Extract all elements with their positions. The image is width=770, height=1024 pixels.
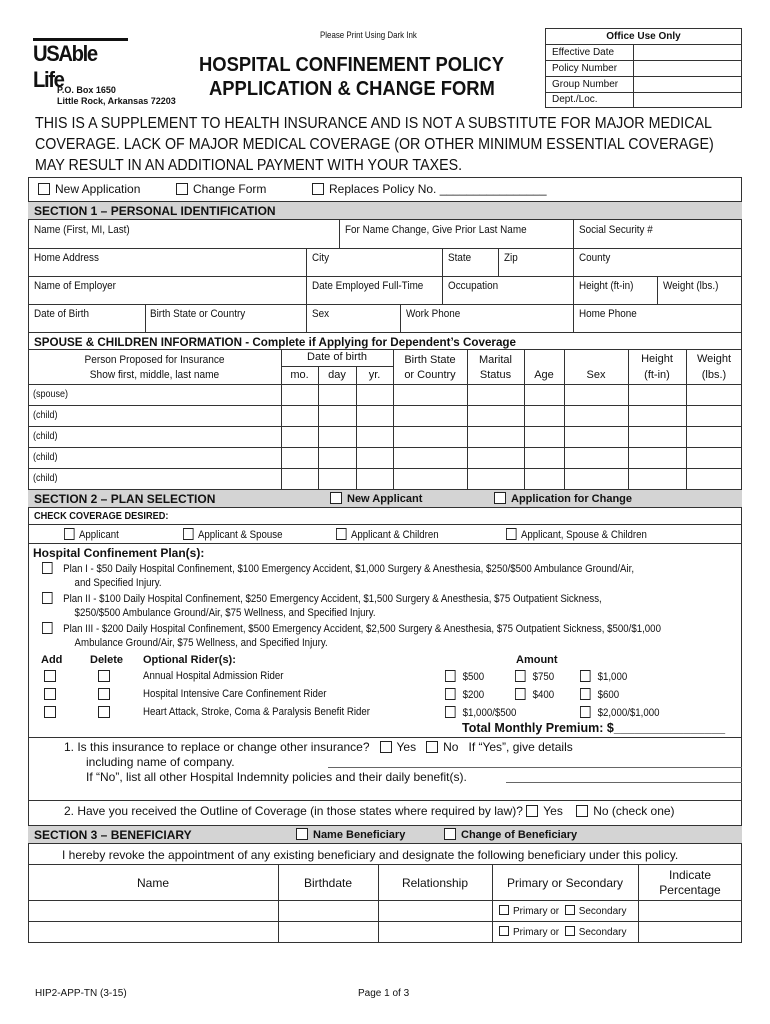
checkbox[interactable] [445, 670, 456, 682]
city-field[interactable]: City [312, 252, 330, 264]
ben-primsec-header: Primary or Secondary [506, 876, 624, 890]
home-phone-field[interactable]: Home Phone [579, 308, 637, 320]
amount-header: Amount [516, 654, 558, 666]
question-1: 1. Is this insurance to replace or change other insurance? Yes No If “Yes”, give details including name of company. If “No”, list all other Hospital Indemnity policies and their daily benefit(s). [64, 740, 573, 784]
name-field[interactable]: Name (First, MI, Last) [34, 224, 130, 236]
plan-3-option[interactable]: Plan III - $200 Daily Hospital Confinement, $500 Emergency Accident, $2,500 Surgery & Anesthesia, $75 Outpatient Sickness, $500/$1,000 Ambulance Ground/Air, $75 Wellness, and Specified Injury. [42, 622, 661, 650]
rider-name: Annual Hospital Admission Rider [143, 670, 284, 682]
checkbox[interactable] [42, 562, 53, 574]
disclaimer-line: COVERAGE. LACK OF MAJOR MEDICAL COVERAGE (OR OTHER MINIMUM ESSENTIAL COVERAGE) [35, 136, 714, 153]
checkbox[interactable] [580, 688, 591, 700]
checkbox[interactable] [515, 688, 526, 700]
q2-no-checkbox[interactable] [576, 805, 588, 817]
form-code: HIP2-APP-TN (3-15) [35, 988, 127, 999]
coverage-applicant-children[interactable]: Applicant & Children [336, 528, 439, 541]
revoke-statement: I hereby revoke the appointment of any existing beneficiary and designate the following beneficiary under this policy. [62, 848, 679, 862]
checkbox[interactable] [506, 528, 517, 540]
plan-1-option[interactable]: Plan I - $50 Daily Hospital Confinement, $100 Emergency Accident, $1,000 Surgery & Anesthesia, $250/$500 Ambulance Ground/Air, and Specified Injury. [42, 562, 634, 590]
work-phone-field[interactable]: Work Phone [406, 308, 461, 320]
checkbox[interactable] [515, 670, 526, 682]
plans-title: Hospital Confinement Plan(s): [33, 546, 205, 560]
coverage-family[interactable]: Applicant, Spouse & Children [506, 528, 647, 541]
rider-delete-checkbox[interactable] [98, 706, 110, 718]
policy-number-label: Policy Number [546, 61, 634, 76]
office-use-box [545, 28, 742, 108]
primary-checkbox[interactable] [499, 905, 509, 915]
height-header: Height (ft-in) [641, 353, 673, 381]
home-address-field[interactable]: Home Address [34, 252, 99, 264]
dependent-row[interactable]: (child) [33, 473, 58, 484]
question-2: 2. Have you received the Outline of Coverage (in those states where required by law)? Yes No (check one) [64, 804, 675, 818]
delete-header: Delete [90, 654, 124, 666]
dependent-row[interactable]: (child) [33, 410, 58, 421]
group-number-label: Group Number [546, 77, 634, 92]
dob-header: Date of birth [307, 351, 367, 363]
checkbox[interactable] [445, 688, 456, 700]
rider-name: Heart Attack, Stroke, Coma & Paralysis Benefit Rider [143, 706, 371, 718]
rider-amount-option[interactable]: $600 [580, 688, 619, 701]
dependent-row[interactable]: (child) [33, 452, 58, 463]
zip-field[interactable]: Zip [504, 252, 518, 264]
disclaimer-line: MAY RESULT IN AN ADDITIONAL PAYMENT WITH YOUR TAXES. [35, 157, 463, 174]
rider-add-checkbox[interactable] [44, 688, 56, 700]
disclaimer-line: THIS IS A SUPPLEMENT TO HEALTH INSURANCE AND IS NOT A SUBSTITUTE FOR MAJOR MEDICAL [35, 115, 712, 132]
section-3-header: SECTION 3 – BENEFICIARY Name Beneficiary Change of Beneficiary [28, 825, 742, 844]
q1-no-checkbox[interactable] [426, 741, 438, 753]
replaces-policy-option[interactable]: Replaces Policy No. ________________ [312, 182, 547, 196]
change-beneficiary-checkbox[interactable] [444, 828, 456, 840]
page-number: Page 1 of 3 [358, 988, 410, 999]
birth-state-field[interactable]: Birth State or Country [150, 308, 246, 320]
effective-date-label: Effective Date [546, 45, 634, 60]
sex-field[interactable]: Sex [312, 308, 330, 320]
name-beneficiary-checkbox[interactable] [296, 828, 308, 840]
riders-title: Optional Rider(s): [143, 654, 236, 666]
state-field[interactable]: State [448, 252, 472, 264]
marital-header: Marital Status [478, 354, 512, 381]
rider-amount-option[interactable]: $400 [515, 688, 554, 701]
ben-name-header: Name [136, 876, 169, 890]
new-applicant-checkbox[interactable] [330, 492, 342, 504]
group-number-field[interactable] [634, 77, 741, 92]
form-title-1: HOSPITAL CONFINEMENT POLICY [199, 54, 504, 76]
rider-row [0, 670, 770, 688]
height-field[interactable]: Height (ft-in) [579, 280, 634, 292]
checkbox[interactable] [64, 528, 75, 540]
checkbox[interactable] [183, 528, 194, 540]
rider-row [0, 688, 770, 706]
rider-amount-option[interactable]: $1,000 [580, 670, 627, 683]
yr-header: yr. [368, 369, 381, 381]
dependents-title: SPOUSE & CHILDREN INFORMATION - Complete if Applying for Dependent’s Coverage [34, 335, 517, 349]
rider-add-checkbox[interactable] [44, 670, 56, 682]
add-header: Add [41, 654, 63, 666]
q1-yes-checkbox[interactable] [380, 741, 392, 753]
rider-delete-checkbox[interactable] [98, 670, 110, 682]
ssn-field[interactable]: Social Security # [579, 224, 653, 236]
new-application-option[interactable]: New Application [38, 182, 140, 196]
rider-amount-option[interactable]: $1,000/$500 [445, 706, 516, 719]
address-line-2: Little Rock, Arkansas 72203 [57, 96, 176, 106]
day-header: day [328, 369, 346, 381]
ben-relationship-header: Relationship [401, 876, 469, 890]
dept-loc-field[interactable] [634, 93, 741, 107]
checkbox[interactable] [42, 592, 53, 604]
address-line-1: P.O. Box 1650 [57, 85, 116, 95]
prior-name-field[interactable]: For Name Change, Give Prior Last Name [345, 224, 527, 236]
section-1-header: SECTION 1 – PERSONAL IDENTIFICATION [28, 201, 742, 220]
checkbox[interactable] [176, 183, 188, 195]
secondary-checkbox[interactable] [565, 905, 575, 915]
date-employed-field[interactable]: Date Employed Full-Time [312, 280, 424, 292]
checkbox[interactable] [445, 706, 456, 718]
primary-checkbox[interactable] [499, 926, 509, 936]
check-coverage-label: CHECK COVERAGE DESIRED: [34, 511, 169, 522]
form-title-2: APPLICATION & CHANGE FORM [209, 78, 495, 100]
weight-field[interactable]: Weight (lbs.) [663, 280, 719, 292]
section-2-header: SECTION 2 – PLAN SELECTION New Applicant Application for Change [28, 489, 742, 508]
checkbox[interactable] [42, 622, 53, 634]
ben-percentage-header: Indicate Percentage [659, 868, 721, 897]
ben-birthdate-header: Birthdate [303, 876, 353, 890]
app-change-checkbox[interactable] [494, 492, 506, 504]
person-header: Person Proposed for Insurance Show first, middle, last name [84, 354, 225, 381]
dob-field[interactable]: Date of Birth [34, 308, 90, 320]
dept-loc-label: Dept./Loc. [546, 93, 634, 107]
ben-2-designation: Primary or Secondary [499, 926, 627, 938]
weight-header: Weight (lbs.) [696, 353, 732, 381]
rider-delete-checkbox[interactable] [98, 688, 110, 700]
total-premium[interactable]: Total Monthly Premium: $________________ [462, 721, 726, 735]
checkbox[interactable] [312, 183, 324, 195]
q1-list-line[interactable] [506, 782, 742, 783]
print-note: Please Print Using Dark Ink [320, 30, 417, 40]
q2-yes-checkbox[interactable] [526, 805, 538, 817]
birth-state-header: Birth State or Country [404, 354, 456, 381]
ben-1-designation: Primary or Secondary [499, 905, 627, 917]
checkbox[interactable] [38, 183, 50, 195]
dependent-row[interactable]: (spouse) [33, 389, 69, 400]
dependent-row[interactable]: (child) [33, 431, 58, 442]
office-use-title: Office Use Only [546, 29, 741, 45]
q1-details-line[interactable] [328, 767, 742, 768]
plan-2-option[interactable]: Plan II - $100 Daily Hospital Confinement, $250 Emergency Accident, $1,500 Surgery & Anesthesia, $75 Outpatient Sickness, $250/$500 Ambulance Ground/Air, $75 Wellness, and Specified Injury. [42, 592, 602, 620]
age-header: Age [534, 369, 554, 381]
coverage-applicant-spouse[interactable]: Applicant & Spouse [183, 528, 282, 541]
coverage-applicant[interactable]: Applicant [64, 528, 119, 541]
company-logo: USAble Life [33, 38, 133, 78]
disclaimer [35, 113, 714, 176]
secondary-checkbox[interactable] [565, 926, 575, 936]
effective-date-field[interactable] [634, 45, 741, 60]
county-field[interactable]: County [579, 252, 611, 264]
policy-number-field[interactable] [634, 61, 741, 76]
rider-add-checkbox[interactable] [44, 706, 56, 718]
rider-name: Hospital Intensive Care Confinement Rider [143, 688, 327, 700]
rider-amount-option[interactable]: $200 [445, 688, 484, 701]
rider-amount-option[interactable]: $2,000/$1,000 [580, 706, 660, 719]
mo-header: mo. [290, 369, 309, 381]
rider-amount-option[interactable]: $500 [445, 670, 484, 683]
rider-amount-option[interactable]: $750 [515, 670, 554, 683]
sex-header: Sex [586, 369, 606, 381]
checkbox[interactable] [336, 528, 347, 540]
employer-field[interactable]: Name of Employer [34, 280, 116, 292]
occupation-field[interactable]: Occupation [448, 280, 499, 292]
checkbox[interactable] [580, 670, 591, 682]
change-form-option[interactable]: Change Form [176, 182, 266, 196]
checkbox[interactable] [580, 706, 591, 718]
